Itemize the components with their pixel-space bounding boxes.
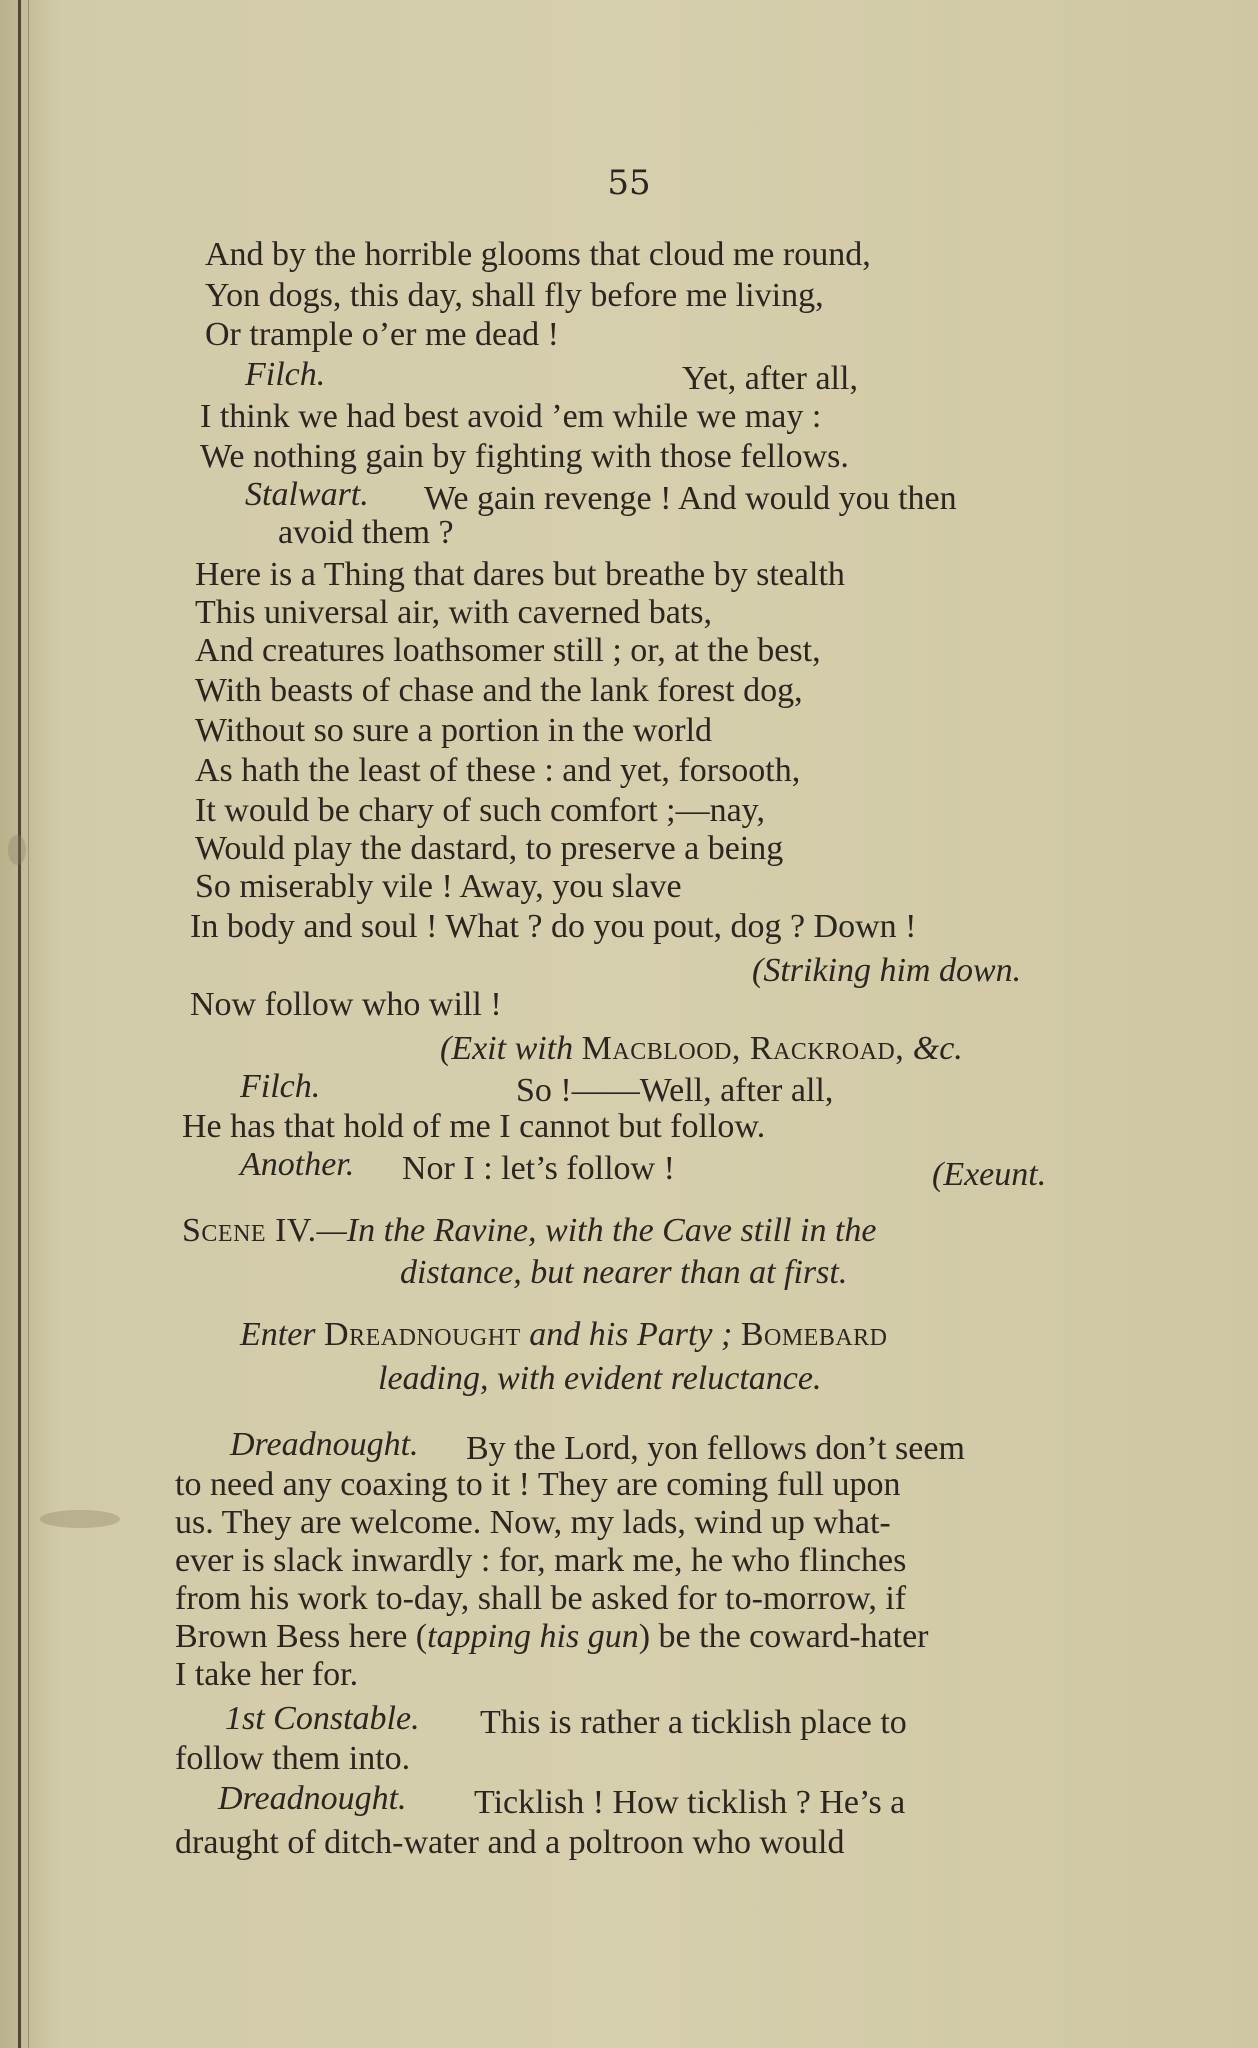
speaker-another: Another. (240, 1146, 355, 1183)
text-line: follow them into. (175, 1740, 411, 1777)
page-spine-line (28, 0, 29, 2048)
ink-smudge (8, 835, 26, 865)
text-line: Now follow who will ! (190, 986, 502, 1023)
scene-label: Scene IV. (182, 1212, 317, 1249)
text-line: to need any coaxing to it ! They are coming full upon (175, 1466, 901, 1503)
character-dreadnought: Dreadnought (324, 1316, 521, 1353)
speaker-dreadnought: Dreadnought. (218, 1780, 407, 1817)
text-line: Would play the dastard, to preserve a being (195, 830, 784, 867)
text-line: So !——Well, after all, (516, 1072, 834, 1109)
stage-direction: (Striking him down. (752, 952, 1022, 989)
stage-direction: (Exeunt. (932, 1156, 1047, 1193)
text-line: It would be chary of such comfort ;—nay, (195, 792, 765, 829)
ink-smudge (40, 1510, 120, 1528)
text-line: And by the horrible glooms that cloud me round, (205, 236, 871, 273)
text-line: Ticklish ! How ticklish ? He’s a (474, 1784, 906, 1821)
text-line: Nor I : let’s follow ! (402, 1150, 675, 1187)
text-line: us. They are welcome. Now, my lads, wind up what- (175, 1504, 891, 1541)
stage-direction-exit (440, 1030, 963, 1068)
text-line: He has that hold of me I cannot but follow. (182, 1108, 766, 1145)
text-line: We nothing gain by fighting with those fellows. (200, 438, 849, 475)
scene-description-cont: distance, but nearer than at first. (400, 1254, 848, 1291)
scene-heading (182, 1212, 877, 1250)
text-line: So miserably vile ! Away, you slave (195, 868, 682, 905)
entrance-direction (240, 1316, 888, 1354)
party-text: and his Party ; (529, 1316, 733, 1353)
speaker-stalwart: Stalwart. (245, 476, 369, 513)
text-line: This is rather a ticklish place to (480, 1704, 907, 1741)
text-line: ever is slack inwardly : for, mark me, he who flinches (175, 1542, 907, 1579)
text-line: In body and soul ! What ? do you pout, dog ? Down ! (190, 908, 917, 945)
entrance-direction-cont: leading, with evident reluctance. (378, 1360, 822, 1397)
scene-description: —In the Ravine, with the Cave still in the (316, 1212, 877, 1249)
speaker-filch: Filch. (245, 356, 326, 393)
text-line: We gain revenge ! And would you then (424, 480, 957, 517)
italic-fragment: tapping his gun (427, 1618, 639, 1655)
text-line: And creatures loathsomer still ; or, at the best, (195, 632, 821, 669)
text-fragment: Brown Bess here ( (175, 1618, 428, 1655)
text-line: This universal air, with caverned bats, (195, 594, 712, 631)
text-line: I think we had best avoid ’em while we may : (200, 398, 822, 435)
text-line: avoid them ? (278, 514, 454, 551)
text-line: Without so sure a portion in the world (195, 712, 713, 749)
exit-characters: Macblood, Rackroad, (581, 1030, 905, 1067)
speaker-constable: 1st Constable. (225, 1700, 420, 1737)
text-line: I take her for. (175, 1656, 359, 1693)
text-line: Here is a Thing that dares but breathe by stealth (195, 556, 845, 593)
page-spine-edge (18, 0, 21, 2048)
text-line (175, 1618, 928, 1656)
text-line: draught of ditch-water and a poltroon who would (175, 1824, 845, 1861)
page-number: 55 (607, 163, 651, 203)
text-line: With beasts of chase and the lank forest dog, (195, 672, 803, 709)
text-line: from his work to-day, shall be asked for to-morrow, if (175, 1580, 907, 1617)
exit-with: (Exit with (440, 1030, 574, 1067)
character-bomebard: Bomebard (740, 1316, 888, 1353)
text-line: By the Lord, yon fellows don’t seem (466, 1430, 965, 1467)
text-line: Yet, after all, (682, 360, 858, 397)
text-line: As hath the least of these : and yet, forsooth, (195, 752, 801, 789)
speaker-dreadnought: Dreadnought. (230, 1426, 419, 1463)
exit-etc: &c. (912, 1030, 963, 1067)
text-line: Yon dogs, this day, shall fly before me living, (205, 277, 824, 314)
text-line: Or trample o’er me dead ! (205, 316, 559, 353)
enter-word: Enter (240, 1316, 316, 1353)
text-fragment: ) be the coward-hater (638, 1618, 929, 1655)
speaker-filch: Filch. (240, 1068, 321, 1105)
